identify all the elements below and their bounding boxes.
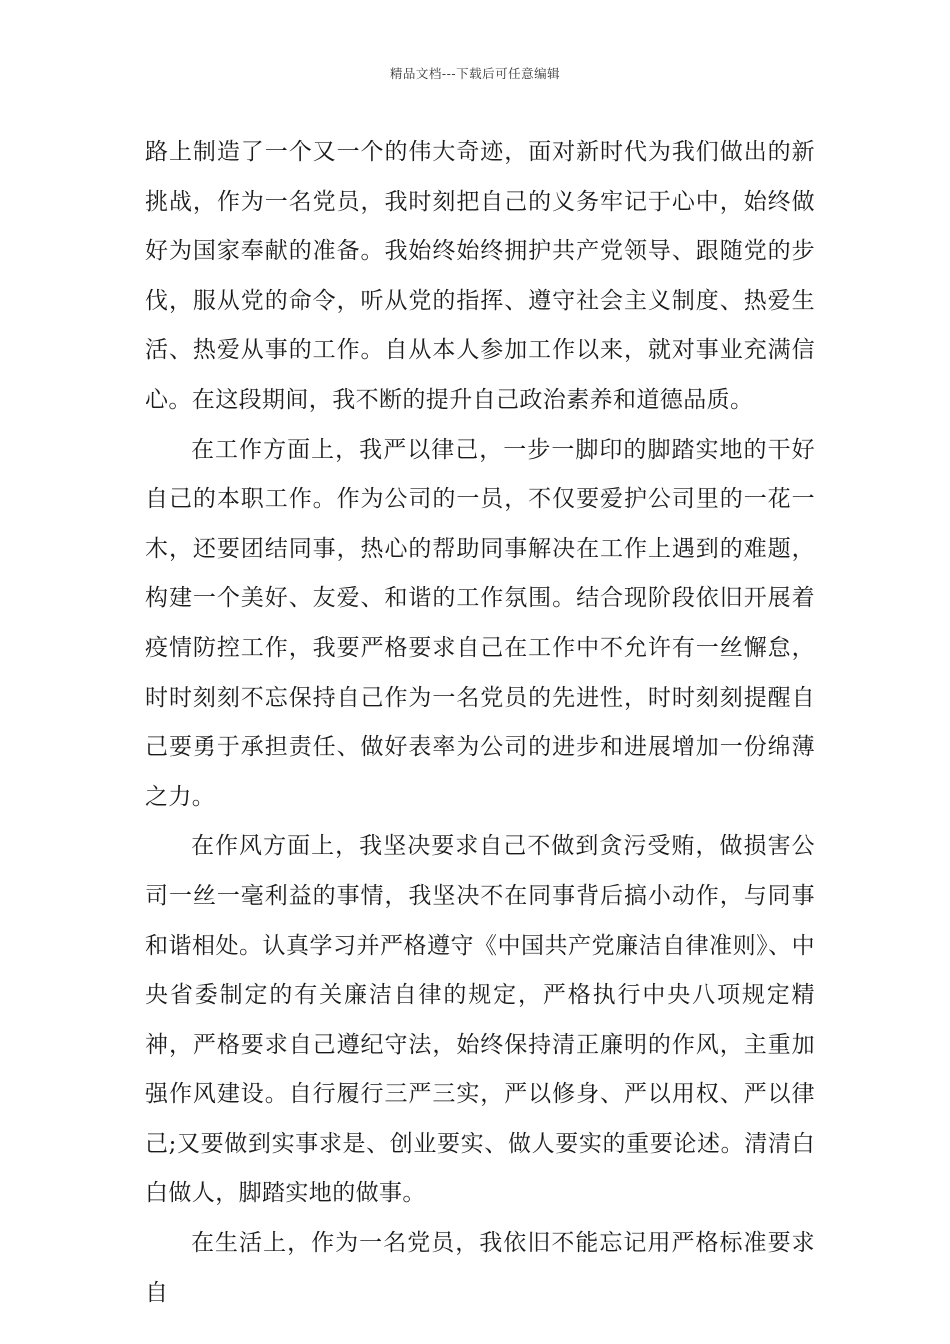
paragraph-style: 在作风方面上，我坚决要求自己不做到贪污受贿，做损害公司一丝一毫利益的事情，我坚决不在同事背后搞小动作，与同事和谐相处。认真学习并严格遵守《中国共产党廉洁自律准则》、中央省委制定的有关廉洁自律的规定，严格执行中央八项规定精神，严格要求自己遵纪守法，始终保持清正廉明的作风，主重加强作风建设。自行履行三严三实，严以修身、严以用权、严以律己;又要做到实事求是、创业要实、做人要实的重要论述。清清白白做人，脚踏实地的做事。: [145, 833, 815, 1207]
paragraph-work: 在工作方面上，我严以律己，一步一脚印的脚踏实地的干好自己的本职工作。作为公司的一员，不仅要爱护公司里的一花一木，还要团结同事，热心的帮助同事解决在工作上遇到的难题，构建一个美好、友爱、和谐的工作氛围。结合现阶段依旧开展着疫情防控工作，我要严格要求自己在工作中不允许有一丝懈怠，时时刻刻不忘保持自己作为一名党员的先进性，时时刻刻提醒自己要勇于承担责任、做好表率为公司的进步和进展增加一份绵薄之力。: [145, 436, 815, 810]
document-body: [145, 128, 815, 1318]
paragraph-life: 在生活上，作为一名党员，我依旧不能忘记用严格标准要求自: [145, 1230, 815, 1306]
page-header: 精品文档---下载后可任意编辑: [389, 66, 561, 81]
paragraph-continuation: 路上制造了一个又一个的伟大奇迹，面对新时代为我们做出的新挑战，作为一名党员，我时刻把自己的义务牢记于心中，始终做好为国家奉献的准备。我始终始终拥护共产党领导、跟随党的步伐，服从党的命令，听从党的指挥、遵守社会主义制度、热爱生活、热爱从事的工作。自从本人参加工作以来，就对事业充满信心。在这段期间，我不断的提升自己政治素养和道德品质。: [145, 139, 815, 413]
